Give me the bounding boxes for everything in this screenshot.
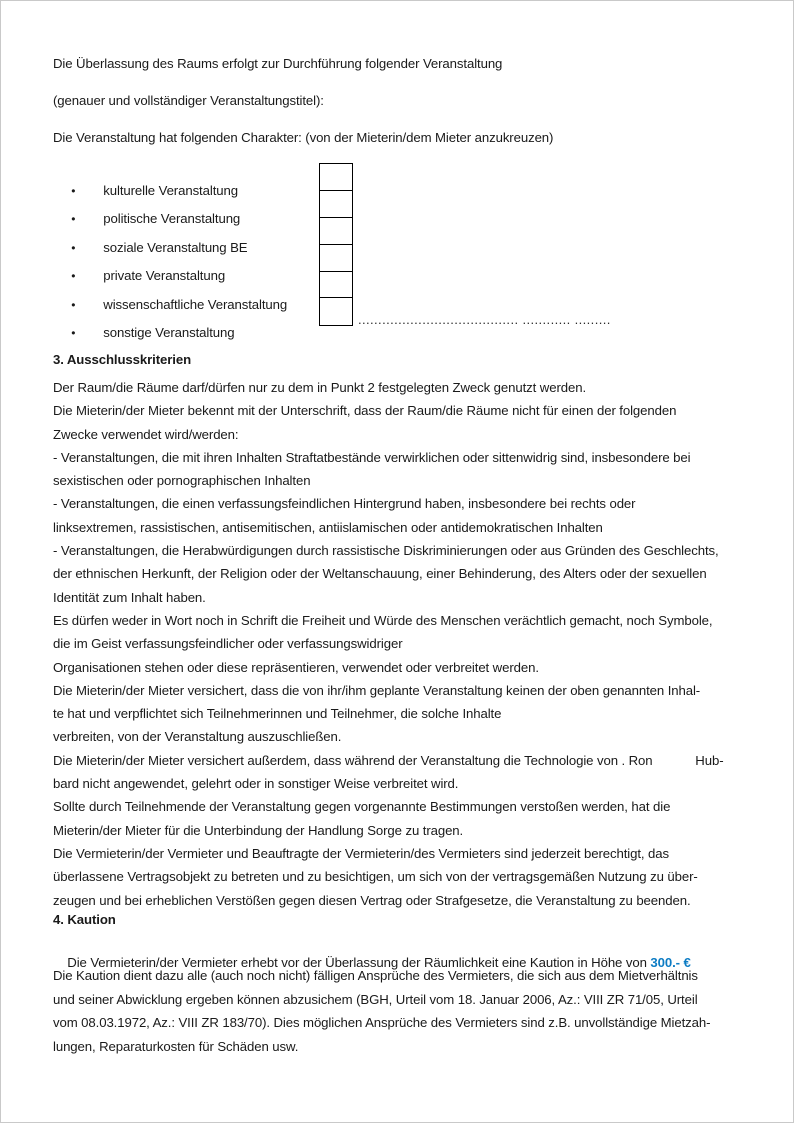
intro-line-1: Die Überlassung des Raums erfolgt zur Durchführung folgender Veranstaltung	[53, 56, 503, 71]
event-type-label: sonstige Veranstaltung	[103, 325, 235, 340]
event-type-label: kulturelle Veranstaltung	[103, 183, 238, 198]
event-type-label: politische Veranstaltung	[103, 211, 241, 227]
bullet-icon: •	[71, 212, 76, 227]
document-text-line: Die Vermieterin/der Vermieter und Beauftragte der Vermieterin/des Vermieters sind jederzeit berechtigt, das	[53, 845, 670, 861]
checkbox-soziale-veranstaltung[interactable]	[319, 217, 353, 245]
document-text-line: Zwecke verwendet wird/werden:	[53, 426, 239, 442]
document-text-line: Die Mieterin/der Mieter versichert außerdem, dass während der Veranstaltung die Technologie von . Ron Hub-	[53, 752, 724, 768]
document-text-line: vom 08.03.1972, Az.: VIII ZR 183/70). Dies möglichen Ansprüche des Vermieters sind z.B. unvollständige Mietzah-	[53, 1015, 711, 1030]
document-text-line: überlassene Vertragsobjekt zu betreten und zu besichtigen, um sich von der vertragsgemäßen Nutzung zu über-	[53, 869, 698, 885]
document-text-line: Die Mieterin/der Mieter versichert, dass die von ihr/ihm geplante Veranstaltung keinen der oben genannten Inhal-	[53, 682, 701, 698]
document-text-line: der ethnischen Herkunft, der Religion oder der Weltanschauung, einer Behinderung, des Alters oder der sexuellen	[53, 566, 707, 582]
document-text-line: Identität zum Inhalt haben.	[53, 589, 206, 605]
checkbox-politische-veranstaltung[interactable]	[319, 190, 353, 218]
section3-body	[53, 376, 753, 912]
document-text-line: sexistischen oder pornographischen Inhalten	[53, 473, 311, 489]
document-text-line: Die Kaution dient dazu alle (auch noch nicht) fälligen Ansprüche des Vermieters, die sich aus dem Mietverhältnis	[53, 968, 698, 983]
document-text-line: - Veranstaltungen, die mit ihren Inhalten Straftatbestände verwirklichen oder sittenwidrig sind, insbesondere bei	[53, 449, 691, 465]
deposit-amount: 300.- €	[650, 955, 691, 970]
document-text-line: Mieterin/der Mieter für die Unterbindung der Handlung Sorge zu tragen.	[53, 822, 464, 838]
checkbox-private-veranstaltung[interactable]	[319, 244, 353, 272]
checkbox-kulturelle-veranstaltung[interactable]	[319, 163, 353, 191]
dotted-fill-in-line: ........................................ ............ .........	[358, 312, 611, 327]
document-text-line: - Veranstaltungen, die Herabwürdigungen durch rassistische Diskriminierungen oder aus Gründen des Geschlechts,	[53, 543, 719, 559]
event-type-label: wissenschaftliche Veranstaltung	[103, 296, 288, 312]
section4-heading: 4. Kaution	[53, 912, 116, 927]
document-text-line: Organisationen stehen oder diese repräsentieren, verwendet oder verbreitet werden.	[53, 659, 539, 675]
bullet-icon: •	[71, 297, 76, 312]
event-type-item-sonstige	[53, 310, 333, 355]
checkbox-wissenschaftliche-veranstaltung[interactable]	[319, 271, 353, 299]
event-type-label: private Veranstaltung	[103, 268, 226, 284]
document-text-line: die im Geist verfassungsfeindlicher oder verfassungswidriger	[53, 636, 403, 652]
document-text-line: linksextremen, rassistischen, antisemitischen, antiislamischen oder antidemokratischen Inhalten	[53, 519, 603, 535]
document-text-line: Es dürfen weder in Wort noch in Schrift die Freiheit und Würde des Menschen verächtlich gemacht, noch Symbole,	[53, 612, 713, 628]
checkbox-sonstige-veranstaltung[interactable]	[319, 297, 353, 325]
document-text-line: Sollte durch Teilnehmende der Veranstaltung gegen vorgenannte Bestimmungen verstoßen werden, hat die	[53, 799, 671, 815]
intro-line-2: (genauer und vollständiger Veranstaltungstitel):	[53, 93, 324, 108]
deposit-sentence-text: Die Vermieterin/der Vermieter erhebt vor der Überlassung der Räumlichkeit eine Kaution in Höhe von	[67, 955, 651, 970]
event-type-label: soziale Veranstaltung BE	[103, 239, 248, 255]
bullet-icon: •	[71, 240, 76, 255]
document-text-line: te hat und verpflichtet sich Teilnehmerinnen und Teilnehmer, die solche Inhalte	[53, 706, 502, 722]
section3-heading: 3. Ausschlusskriterien	[53, 352, 192, 367]
document-text-line: lungen, Reparaturkosten für Schäden usw.	[53, 1038, 299, 1054]
bullet-icon: •	[71, 269, 76, 284]
intro-line-3: Die Veranstaltung hat folgenden Charakter: (von der Mieterin/dem Mieter anzukreuzen)	[53, 130, 554, 145]
document-text-line: und seiner Abwicklung ergeben können abzusichem (BGH, Urteil vom 18. Januar 2006, Az.: VIII ZR 71/05, Urteil	[53, 991, 698, 1007]
document-text-line: zeugen und bei erheblichen Verstößen gegen diesen Vertrag oder Strafgesetze, die Veranstaltung zu beenden.	[53, 892, 691, 908]
section4-body	[53, 964, 753, 1058]
event-type-checkbox-column	[319, 163, 353, 326]
bullet-icon: •	[71, 326, 76, 340]
document-text-line: verbreiten, von der Veranstaltung auszuschließen.	[53, 729, 342, 745]
document-text-line: bard nicht angewendet, gelehrt oder in sonstiger Weise verbreitet wird.	[53, 776, 459, 792]
document-text-line: - Veranstaltungen, die einen verfassungsfeindlichen Hintergrund haben, insbesondere bei rechts oder	[53, 496, 636, 512]
document-text-line: Die Mieterin/der Mieter bekennt mit der Unterschrift, dass der Raum/die Räume nicht für einen der folgenden	[53, 403, 677, 419]
document-text-line: Der Raum/die Räume darf/dürfen nur zu dem in Punkt 2 festgelegten Zweck genutzt werden.	[53, 380, 587, 395]
bullet-icon: •	[71, 184, 76, 198]
